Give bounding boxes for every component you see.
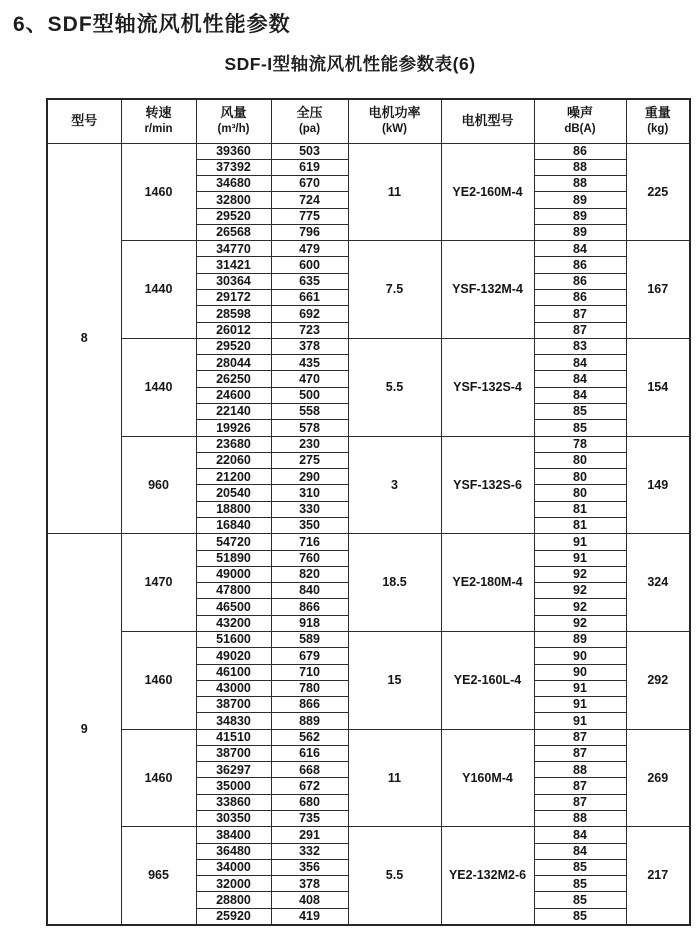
noise-cell: 89 [534, 224, 626, 240]
pressure-cell: 710 [271, 664, 348, 680]
motor-cell: YE2-160L-4 [441, 631, 534, 729]
pressure-cell: 760 [271, 550, 348, 566]
table-row [47, 338, 690, 354]
noise-cell: 81 [534, 517, 626, 533]
pressure-cell: 670 [271, 176, 348, 192]
header-power-line1: 电机功率 [368, 105, 421, 121]
header-speed [121, 99, 196, 143]
noise-cell: 87 [534, 794, 626, 810]
weight-cell: 225 [626, 143, 690, 241]
header-motor [441, 99, 534, 143]
header-weight-line1: 重量 [644, 105, 671, 121]
noise-cell: 87 [534, 306, 626, 322]
power-cell: 11 [348, 143, 441, 241]
airflow-cell: 35000 [196, 778, 271, 794]
airflow-cell: 29520 [196, 338, 271, 354]
weight-cell: 167 [626, 241, 690, 339]
noise-cell: 84 [534, 387, 626, 403]
weight-cell: 269 [626, 729, 690, 827]
noise-cell: 92 [534, 566, 626, 582]
noise-cell: 84 [534, 241, 626, 257]
table-row [47, 143, 690, 159]
power-cell: 18.5 [348, 534, 441, 632]
airflow-cell: 36480 [196, 843, 271, 859]
airflow-cell: 29172 [196, 290, 271, 306]
noise-cell: 91 [534, 534, 626, 550]
header-airflow-line2: (m³/h) [217, 123, 250, 136]
pressure-cell: 866 [271, 697, 348, 713]
airflow-cell: 22060 [196, 452, 271, 468]
motor-cell: YE2-180M-4 [441, 534, 534, 632]
pressure-cell: 589 [271, 631, 348, 647]
noise-cell: 84 [534, 371, 626, 387]
noise-cell: 84 [534, 355, 626, 371]
airflow-cell: 28800 [196, 892, 271, 908]
noise-cell: 86 [534, 290, 626, 306]
noise-cell: 90 [534, 664, 626, 680]
pressure-cell: 616 [271, 745, 348, 761]
power-cell: 11 [348, 729, 441, 827]
motor-cell: YSF-132M-4 [441, 241, 534, 339]
weight-cell: 217 [626, 827, 690, 925]
airflow-cell: 31421 [196, 257, 271, 273]
airflow-cell: 32000 [196, 876, 271, 892]
pressure-cell: 840 [271, 583, 348, 599]
airflow-cell: 36297 [196, 762, 271, 778]
pressure-cell: 889 [271, 713, 348, 729]
airflow-cell: 49020 [196, 648, 271, 664]
pressure-cell: 408 [271, 892, 348, 908]
speed-cell: 960 [121, 436, 196, 534]
pressure-cell: 680 [271, 794, 348, 810]
airflow-cell: 22140 [196, 404, 271, 420]
noise-cell: 84 [534, 843, 626, 859]
pressure-cell: 661 [271, 290, 348, 306]
speed-cell: 1460 [121, 729, 196, 827]
noise-cell: 88 [534, 176, 626, 192]
pressure-cell: 679 [271, 648, 348, 664]
noise-cell: 87 [534, 322, 626, 338]
pressure-cell: 918 [271, 615, 348, 631]
pressure-cell: 668 [271, 762, 348, 778]
airflow-cell: 26568 [196, 224, 271, 240]
pressure-cell: 723 [271, 322, 348, 338]
noise-cell: 80 [534, 452, 626, 468]
power-cell: 5.5 [348, 827, 441, 925]
airflow-cell: 20540 [196, 485, 271, 501]
noise-cell: 92 [534, 599, 626, 615]
pressure-cell: 619 [271, 159, 348, 175]
header-noise [534, 99, 626, 143]
airflow-cell: 54720 [196, 534, 271, 550]
speed-cell: 1440 [121, 338, 196, 436]
noise-cell: 83 [534, 338, 626, 354]
header-pressure [271, 99, 348, 143]
airflow-cell: 34770 [196, 241, 271, 257]
power-cell: 5.5 [348, 338, 441, 436]
header-airflow [196, 99, 271, 143]
airflow-cell: 38700 [196, 697, 271, 713]
airflow-cell: 21200 [196, 469, 271, 485]
pressure-cell: 330 [271, 501, 348, 517]
pressure-cell: 600 [271, 257, 348, 273]
airflow-cell: 47800 [196, 583, 271, 599]
pressure-cell: 796 [271, 224, 348, 240]
airflow-cell: 29520 [196, 208, 271, 224]
pressure-cell: 470 [271, 371, 348, 387]
header-noise-line2: dB(A) [564, 123, 596, 136]
airflow-cell: 32800 [196, 192, 271, 208]
noise-cell: 90 [534, 648, 626, 664]
table-row [47, 436, 690, 452]
weight-cell: 154 [626, 338, 690, 436]
airflow-cell: 30350 [196, 811, 271, 827]
header-speed-line1: 转速 [145, 105, 172, 121]
table-row [47, 729, 690, 745]
airflow-cell: 51890 [196, 550, 271, 566]
pressure-cell: 230 [271, 436, 348, 452]
noise-cell: 89 [534, 631, 626, 647]
noise-cell: 88 [534, 811, 626, 827]
table-row [47, 241, 690, 257]
airflow-cell: 43000 [196, 680, 271, 696]
noise-cell: 85 [534, 420, 626, 436]
airflow-cell: 51600 [196, 631, 271, 647]
motor-cell: YE2-132M2-6 [441, 827, 534, 925]
pressure-cell: 332 [271, 843, 348, 859]
noise-cell: 89 [534, 208, 626, 224]
page-title: 6、SDF型轴流风机性能参数 [13, 13, 291, 36]
table-title: SDF-I型轴流风机性能参数表(6) [224, 54, 476, 74]
pressure-cell: 562 [271, 729, 348, 745]
airflow-cell: 46100 [196, 664, 271, 680]
pressure-cell: 275 [271, 452, 348, 468]
airflow-cell: 26250 [196, 371, 271, 387]
header-model-line1: 型号 [71, 112, 98, 128]
table-row [47, 534, 690, 550]
header-power-line2: (kW) [382, 123, 407, 136]
speed-cell: 1470 [121, 534, 196, 632]
airflow-cell: 23680 [196, 436, 271, 452]
model-cell: 9 [47, 534, 121, 925]
pressure-cell: 310 [271, 485, 348, 501]
speed-cell: 965 [121, 827, 196, 925]
airflow-cell: 34000 [196, 859, 271, 875]
table-row [47, 827, 690, 843]
pressure-cell: 356 [271, 859, 348, 875]
header-model [47, 99, 121, 143]
pressure-cell: 692 [271, 306, 348, 322]
header-speed-line2: r/min [144, 123, 173, 136]
airflow-cell: 37392 [196, 159, 271, 175]
noise-cell: 80 [534, 469, 626, 485]
pressure-cell: 775 [271, 208, 348, 224]
noise-cell: 92 [534, 583, 626, 599]
noise-cell: 78 [534, 436, 626, 452]
noise-cell: 86 [534, 143, 626, 159]
airflow-cell: 38700 [196, 745, 271, 761]
airflow-cell: 26012 [196, 322, 271, 338]
table-body [47, 143, 690, 925]
noise-cell: 85 [534, 859, 626, 875]
pressure-cell: 435 [271, 355, 348, 371]
header-pressure-line2: (pa) [298, 123, 321, 136]
noise-cell: 91 [534, 697, 626, 713]
noise-cell: 91 [534, 550, 626, 566]
noise-cell: 85 [534, 892, 626, 908]
header-noise-line1: 噪声 [566, 105, 593, 121]
pressure-cell: 820 [271, 566, 348, 582]
noise-cell: 86 [534, 273, 626, 289]
airflow-cell: 25920 [196, 908, 271, 924]
noise-cell: 85 [534, 404, 626, 420]
pressure-cell: 735 [271, 811, 348, 827]
pressure-cell: 503 [271, 143, 348, 159]
power-cell: 3 [348, 436, 441, 534]
motor-cell: YE2-160M-4 [441, 143, 534, 241]
header-pressure-line1: 全压 [296, 105, 323, 121]
airflow-cell: 41510 [196, 729, 271, 745]
motor-cell: YSF-132S-6 [441, 436, 534, 534]
pressure-cell: 578 [271, 420, 348, 436]
weight-cell: 324 [626, 534, 690, 632]
fan-table [46, 98, 691, 926]
airflow-cell: 28598 [196, 306, 271, 322]
noise-cell: 84 [534, 827, 626, 843]
noise-cell: 87 [534, 778, 626, 794]
airflow-cell: 18800 [196, 501, 271, 517]
model-cell: 8 [47, 143, 121, 534]
noise-cell: 87 [534, 745, 626, 761]
table-row [47, 631, 690, 647]
pressure-cell: 291 [271, 827, 348, 843]
motor-cell: Y160M-4 [441, 729, 534, 827]
airflow-cell: 30364 [196, 273, 271, 289]
airflow-cell: 33860 [196, 794, 271, 810]
header-power [348, 99, 441, 143]
noise-cell: 88 [534, 762, 626, 778]
airflow-cell: 39360 [196, 143, 271, 159]
pressure-cell: 716 [271, 534, 348, 550]
pressure-cell: 350 [271, 517, 348, 533]
pressure-cell: 724 [271, 192, 348, 208]
pressure-cell: 378 [271, 876, 348, 892]
pressure-cell: 672 [271, 778, 348, 794]
noise-cell: 81 [534, 501, 626, 517]
noise-cell: 86 [534, 257, 626, 273]
pressure-cell: 866 [271, 599, 348, 615]
power-cell: 15 [348, 631, 441, 729]
airflow-cell: 49000 [196, 566, 271, 582]
airflow-cell: 34830 [196, 713, 271, 729]
header-weight-line2: (kg) [647, 123, 669, 136]
airflow-cell: 43200 [196, 615, 271, 631]
airflow-cell: 24600 [196, 387, 271, 403]
pressure-cell: 378 [271, 338, 348, 354]
airflow-cell: 38400 [196, 827, 271, 843]
airflow-cell: 16840 [196, 517, 271, 533]
weight-cell: 292 [626, 631, 690, 729]
speed-cell: 1440 [121, 241, 196, 339]
noise-cell: 85 [534, 876, 626, 892]
table-head [47, 99, 690, 143]
pressure-cell: 290 [271, 469, 348, 485]
power-cell: 7.5 [348, 241, 441, 339]
airflow-cell: 19926 [196, 420, 271, 436]
airflow-cell: 46500 [196, 599, 271, 615]
pressure-cell: 419 [271, 908, 348, 924]
speed-cell: 1460 [121, 631, 196, 729]
noise-cell: 91 [534, 713, 626, 729]
header-motor-line1: 电机型号 [461, 112, 514, 128]
weight-cell: 149 [626, 436, 690, 534]
pressure-cell: 500 [271, 387, 348, 403]
noise-cell: 88 [534, 159, 626, 175]
speed-cell: 1460 [121, 143, 196, 241]
pressure-cell: 558 [271, 404, 348, 420]
airflow-cell: 34680 [196, 176, 271, 192]
header-weight [626, 99, 690, 143]
header-airflow-line1: 风量 [220, 105, 247, 121]
pressure-cell: 635 [271, 273, 348, 289]
noise-cell: 92 [534, 615, 626, 631]
noise-cell: 80 [534, 485, 626, 501]
pressure-cell: 479 [271, 241, 348, 257]
noise-cell: 89 [534, 192, 626, 208]
noise-cell: 91 [534, 680, 626, 696]
noise-cell: 87 [534, 729, 626, 745]
noise-cell: 85 [534, 908, 626, 924]
pressure-cell: 780 [271, 680, 348, 696]
motor-cell: YSF-132S-4 [441, 338, 534, 436]
airflow-cell: 28044 [196, 355, 271, 371]
